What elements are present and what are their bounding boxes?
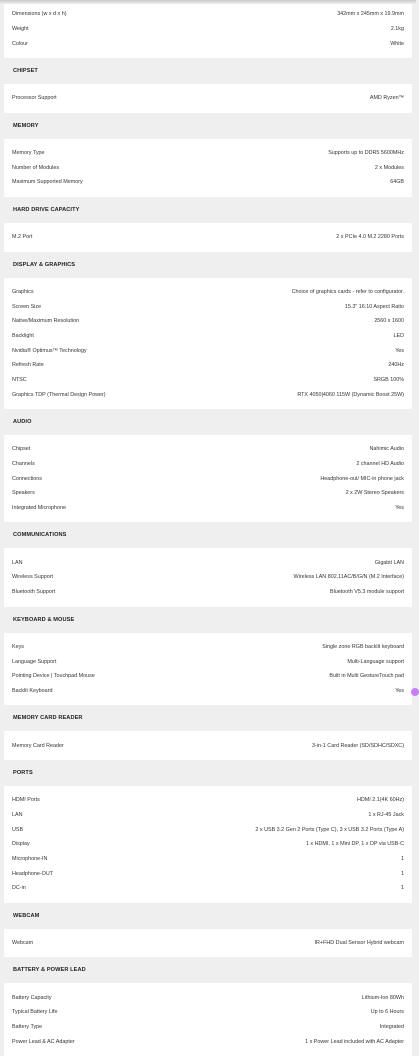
spec-section (4, 760, 412, 903)
spec-label: LAN (12, 559, 23, 566)
spec-label: Screen Size (12, 303, 42, 310)
spec-value: 2.1kg (390, 26, 404, 33)
spec-row (12, 866, 404, 881)
spec-table (4, 983, 412, 1056)
spec-label: Language Support (12, 658, 57, 665)
spec-sections (4, 0, 412, 1056)
spec-row (12, 343, 404, 358)
spec-label: Memory Type (12, 150, 45, 157)
spec-label: Microphone-IN (12, 856, 48, 863)
spec-row (12, 990, 404, 1005)
spec-row (12, 837, 404, 852)
section-heading: PORTS (13, 769, 33, 776)
spec-label: Graphics (12, 288, 34, 295)
spec-value: Yes (395, 347, 404, 354)
spec-row (12, 684, 404, 699)
spec-label: Webcam (12, 940, 34, 947)
spec-label: Chipset (12, 446, 31, 453)
section-heading: CHIPSET (13, 68, 38, 75)
spec-row (12, 808, 404, 823)
spec-label: Integrated Microphone (12, 505, 66, 512)
spec-value: Yes (395, 505, 404, 512)
spec-row (12, 442, 404, 457)
section-heading: AUDIO (13, 419, 32, 425)
spec-value: Built in Multi GestureTouch pad (329, 673, 404, 680)
spec-value: 15.3" 16:10 Aspect Ratio (344, 303, 404, 310)
spec-label: Graphics TDP (Thermal Design Power) (12, 391, 106, 398)
spec-value: SRGB 100% (373, 376, 404, 383)
spec-value: 2560 x 1600 (374, 318, 404, 325)
scroll-indicator-dot[interactable] (411, 688, 419, 696)
spec-row (12, 501, 404, 516)
spec-value: Integrated (379, 1024, 404, 1031)
spec-value: 1 (401, 870, 404, 877)
section-heading: MEMORY CARD READER (13, 715, 83, 722)
spec-value: Yes (395, 687, 404, 694)
spec-row (12, 471, 404, 486)
section-heading: MEMORY (13, 122, 39, 129)
spec-value: 240Hz (388, 362, 404, 369)
spec-value: LED (393, 332, 404, 339)
spec-section (4, 0, 412, 58)
spec-label: Typical Battery Life (12, 1009, 58, 1016)
spec-row (12, 146, 404, 161)
spec-row (12, 585, 404, 600)
spec-table (4, 633, 412, 706)
spec-row (12, 314, 404, 329)
spec-label: Refresh Rate (12, 362, 44, 369)
spec-section (4, 409, 412, 522)
spec-section (4, 252, 412, 410)
spec-value: 2 x USB 3.2 Gen 2 Ports (Type C), 3 x USB 3.2 Ports (Type A) (255, 826, 404, 833)
spec-value: 3-in-1 Card Reader (SD/SDHC/SDXC) (312, 742, 404, 749)
spec-label: Connections (12, 475, 42, 482)
spec-value: Multi-Language support (347, 658, 404, 665)
spec-row (12, 22, 404, 37)
spec-row (12, 457, 404, 472)
spec-row (12, 793, 404, 808)
spec-table (4, 139, 412, 197)
spec-row (12, 387, 404, 402)
spec-label: Maximum Supported Memory (12, 179, 83, 186)
spec-value: Bluetooth V5.3 module support (329, 589, 404, 596)
spec-value: Nahimic Audio (369, 446, 404, 453)
spec-row (12, 36, 404, 51)
spec-label: Keys (12, 643, 24, 650)
spec-row (12, 91, 404, 106)
spec-value: 2 x Modules (374, 164, 404, 171)
spec-label: Colour (12, 40, 28, 47)
spec-label: LAN (12, 811, 23, 818)
spec-row (12, 1035, 404, 1050)
spec-value: Choice of graphics cards - refer to configurator. (291, 288, 404, 295)
spec-row (12, 738, 404, 753)
spec-label: Native/Maximum Resolution (12, 318, 80, 325)
spec-value: IR+FHD Dual Sensor Hybrid webcam (314, 940, 404, 947)
section-heading: COMMUNICATIONS (13, 532, 67, 539)
spec-value: 64GB (390, 179, 404, 186)
spec-label: DC-in (12, 885, 26, 892)
spec-label: Backlit Keyboard (12, 687, 53, 694)
spec-row (12, 936, 404, 951)
spec-value: 2 channel HD Audio (356, 461, 404, 468)
section-heading: KEYBOARD & MOUSE (13, 616, 75, 623)
spec-section (4, 903, 412, 958)
spec-label: Wireless Support (12, 574, 54, 581)
spec-value: Headphone-out/ MIC-in phone jack (320, 475, 404, 482)
spec-label: M.2 Port (12, 234, 33, 241)
spec-value: 1 x HDMI, 1 x Mini DP, 1 x DP via USB-C (305, 841, 404, 848)
section-heading: HARD DRIVE CAPACITY (13, 206, 80, 213)
spec-label: Weight (12, 26, 29, 33)
spec-section (4, 197, 412, 252)
spec-row (12, 852, 404, 867)
spec-table (4, 278, 412, 410)
spec-value: 1 (401, 856, 404, 863)
section-heading: BATTERY & POWER LEAD (13, 967, 86, 974)
spec-value: Up to 6 Hours (370, 1009, 404, 1016)
spec-row (12, 1005, 404, 1020)
spec-row (12, 358, 404, 373)
spec-value: 1 x RJ-45 Jack (368, 811, 404, 818)
spec-value: Lithium-Ion 80Wh (361, 994, 404, 1001)
spec-value: Wireless LAN 802.11AC/B/G/N (M.2 Interface) (293, 574, 404, 581)
spec-label: Battery Type (12, 1024, 43, 1031)
spec-value: 1 x Power Lead included with AC Adapter (305, 1038, 404, 1045)
spec-row (12, 555, 404, 570)
spec-value: 2 x 2W Stereo Speakers (345, 490, 404, 497)
spec-row (12, 654, 404, 669)
spec-row (12, 486, 404, 501)
spec-label: Display (12, 841, 30, 848)
spec-table (4, 731, 412, 760)
spec-value: Gigabit LAN (374, 559, 404, 566)
spec-label: Channels (12, 461, 35, 468)
spec-value: 342mm x 245mm x 19.9mm (337, 11, 404, 18)
spec-value: AMD Ryzen™ (369, 95, 404, 102)
spec-row (12, 285, 404, 300)
spec-table (4, 223, 412, 252)
spec-row (12, 175, 404, 190)
spec-label: HDMI Ports (12, 797, 40, 804)
spec-label: NTSC (12, 376, 27, 383)
spec-table (4, 786, 412, 903)
spec-label: Battery Capacity (12, 994, 52, 1001)
spec-value: White (390, 40, 404, 47)
spec-section (4, 957, 412, 1056)
spec-section (4, 58, 412, 113)
spec-label: Bluetooth Support (12, 589, 56, 596)
spec-label: Headphone-OUT (12, 870, 54, 877)
spec-value: RTX 4050|4060 115W (Dynamic Boost 25W) (297, 391, 404, 398)
spec-section (4, 522, 412, 606)
spec-table (4, 548, 412, 606)
spec-label: Dimensions (w x d x h) (12, 11, 67, 18)
spec-label: USB (12, 826, 24, 833)
spec-table (4, 84, 412, 113)
spec-label: Power Lead & AC Adapter (12, 1038, 75, 1045)
spec-label: Backlight (12, 332, 34, 339)
spec-row (12, 881, 404, 896)
spec-row (12, 822, 404, 837)
spec-table (4, 0, 412, 58)
spec-row (12, 640, 404, 655)
spec-row (12, 669, 404, 684)
spec-row (12, 570, 404, 585)
spec-section (4, 607, 412, 706)
spec-value: 1 (401, 885, 404, 892)
spec-label: Processor Support (12, 95, 57, 102)
spec-row (12, 7, 404, 22)
spec-row (12, 160, 404, 175)
section-heading: DISPLAY & GRAPHICS (13, 261, 76, 268)
spec-table (4, 435, 412, 522)
spec-row (12, 329, 404, 344)
spec-value: 2 x PCIe 4.0 M.2 2280 Ports (336, 234, 404, 241)
spec-table (4, 929, 412, 958)
spec-value: Supports up to DDR5 5600MHz (328, 150, 404, 157)
spec-label: Nvidia® Optimus™ Technology (12, 347, 87, 354)
spec-section (4, 113, 412, 197)
spec-label: Memory Card Reader (12, 742, 64, 749)
spec-value: Single zone RGB backlit keyboard (322, 643, 404, 650)
spec-row (12, 1020, 404, 1035)
spec-label: Pointing Device | Touchpad Mouse (12, 673, 95, 680)
spec-value: HDMI 2.1(4K 60Hz) (356, 797, 404, 804)
spec-row (12, 373, 404, 388)
section-heading: WEBCAM (13, 912, 40, 919)
spec-label: Speakers (12, 490, 35, 497)
spec-row (12, 299, 404, 314)
spec-label: Number of Modules (12, 164, 60, 171)
spec-row (12, 230, 404, 245)
spec-section (4, 705, 412, 760)
